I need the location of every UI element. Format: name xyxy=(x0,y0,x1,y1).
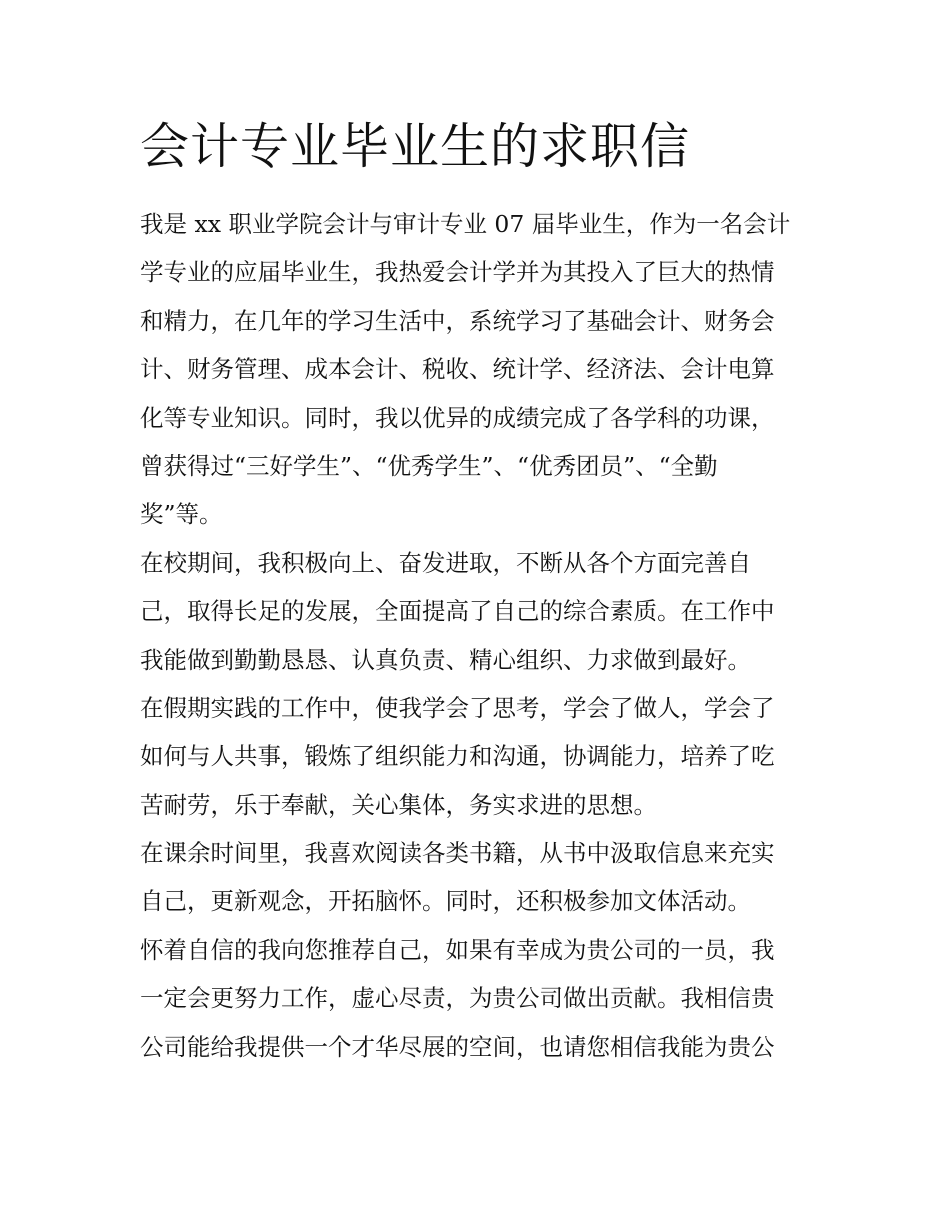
body-line: 曾获得过“三好学生”、“优秀学生”、“优秀团员”、“全勤 xyxy=(140,451,718,480)
body-line: 计、财务管理、成本会计、税收、统计学、经济法、会计电算 xyxy=(140,355,775,384)
body-line: 奖”等。 xyxy=(140,500,223,529)
body-line: 怀着自信的我向您推荐自己，如果有幸成为贵公司的一员，我 xyxy=(140,935,775,964)
body-line: 在校期间，我积极向上、奋发进取，不断从各个方面完善自 xyxy=(140,548,751,577)
body-line: 如何与人共事，锻炼了组织能力和沟通，协调能力，培养了吃 xyxy=(140,742,775,771)
document-body xyxy=(140,200,812,1071)
body-line: 自己，更新观念，开拓脑怀。同时，还积极参加文体活动。 xyxy=(140,887,751,916)
body-line: 学专业的应届毕业生，我热爱会计学并为其投入了巨大的热情 xyxy=(140,258,775,287)
body-line: 在课余时间里，我喜欢阅读各类书籍，从书中汲取信息来充实 xyxy=(140,839,775,868)
body-line: 公司能给我提供一个才华尽展的空间，也请您相信我能为贵公 xyxy=(140,1032,775,1061)
body-line: 化等专业知识。同时，我以优异的成绩完成了各学科的功课， xyxy=(140,403,775,432)
document-title: 会计专业毕业生的求职信 xyxy=(140,118,691,175)
body-line: 己，取得长足的发展，全面提高了自己的综合素质。在工作中 xyxy=(140,597,775,626)
body-line: 我能做到勤勤恳恳、认真负责、精心组织、力求做到最好。 xyxy=(140,645,751,674)
body-line: 一定会更努力工作，虚心尽责，为贵公司做出贡献。我相信贵 xyxy=(140,984,775,1013)
body-line: 苦耐劳，乐于奉献，关心集体，务实求进的思想。 xyxy=(140,790,657,819)
body-line: 和精力，在几年的学习生活中，系统学习了基础会计、财务会 xyxy=(140,306,775,335)
body-line: 我是 xx 职业学院会计与审计专业 07 届毕业生，作为一名会计 xyxy=(140,210,791,238)
body-line: 在假期实践的工作中，使我学会了思考，学会了做人，学会了 xyxy=(140,693,775,722)
